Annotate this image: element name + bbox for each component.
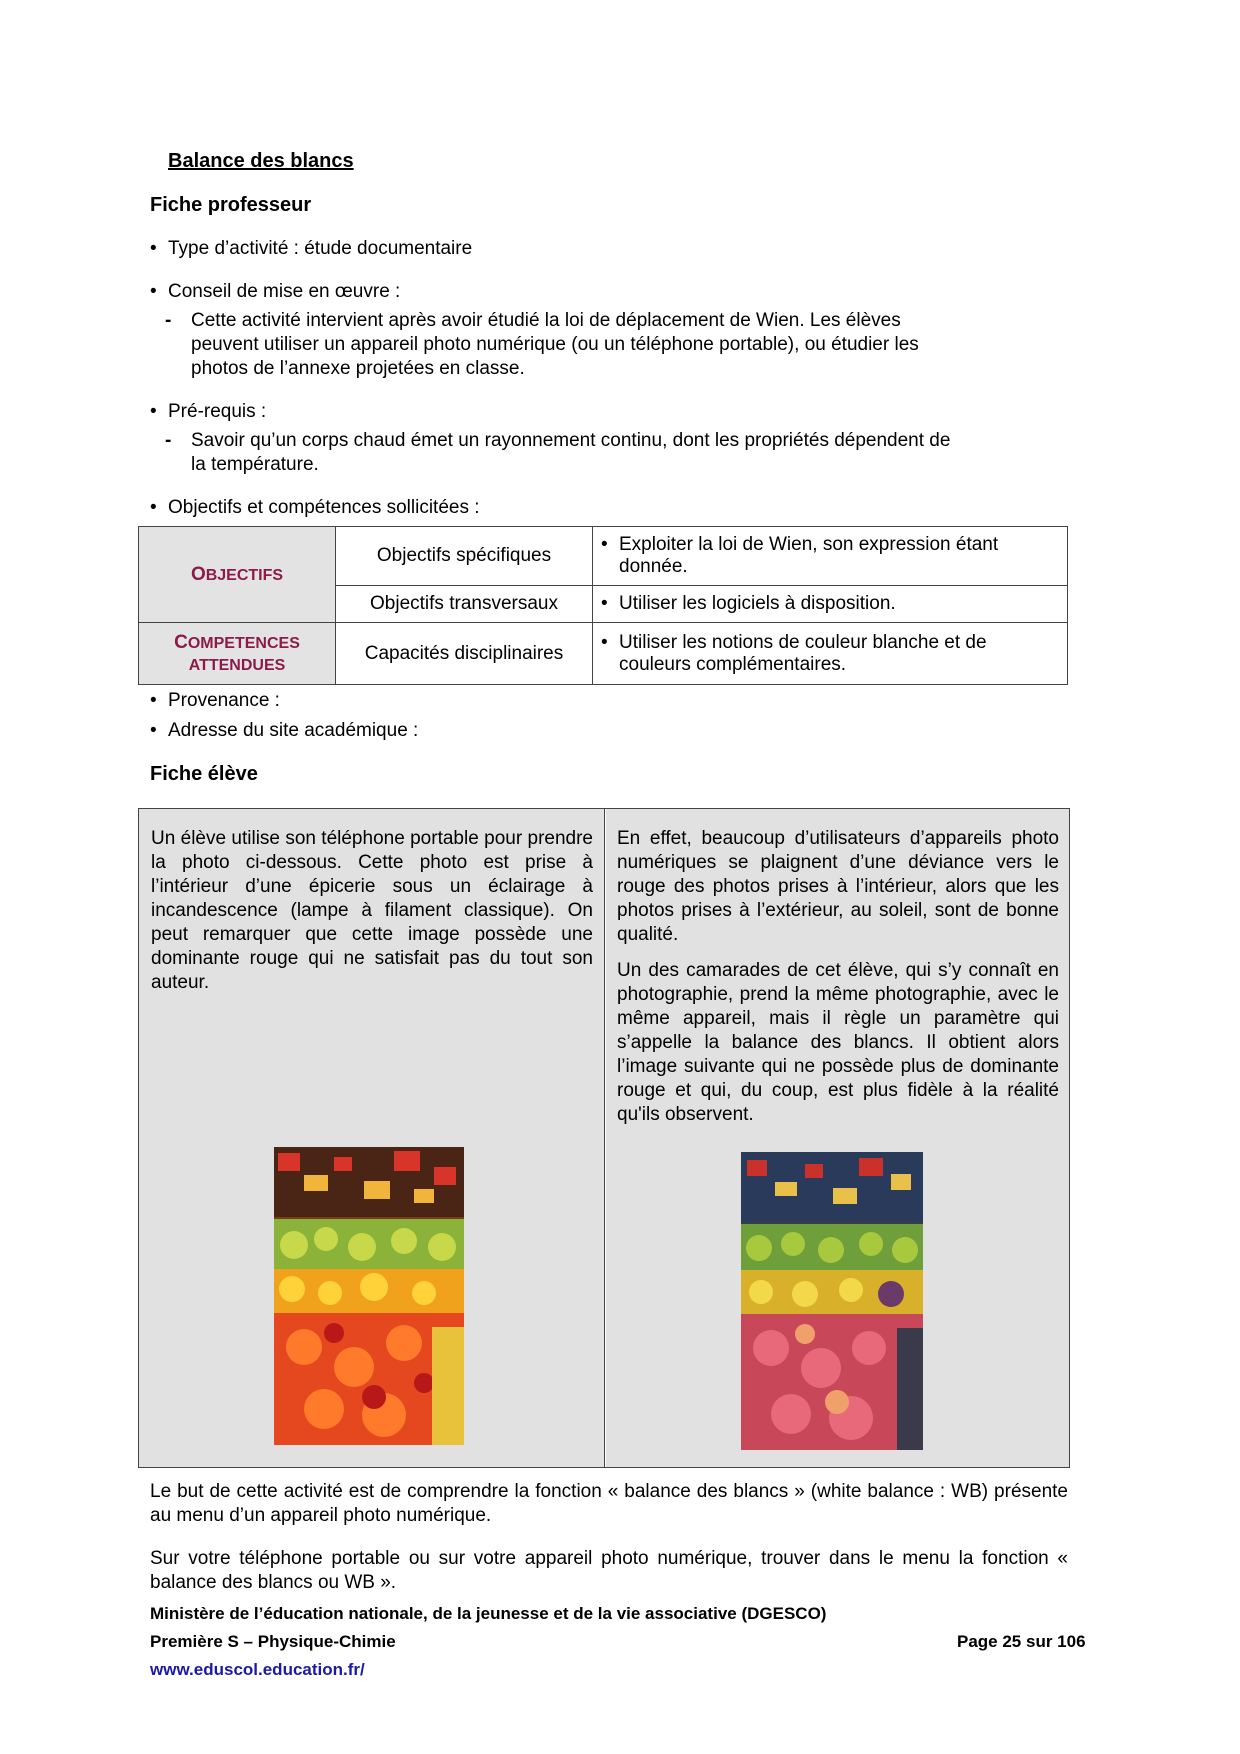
prerequis-line-1: Savoir qu’un corps chaud émet un rayonnement continu, dont les propriétés dépendent de <box>191 430 951 451</box>
objectifs-header-initial: O <box>190 563 206 585</box>
row1-value-cell <box>593 527 1068 586</box>
document-right-column <box>606 809 1069 1467</box>
row2-label: Objectifs transversaux <box>336 586 593 623</box>
conseil-label: Conseil de mise en œuvre : <box>168 281 401 302</box>
document-title: Balance des blancs <box>168 150 354 172</box>
left-text: Un élève utilise son téléphone portable pour prendre la photo ci-dessous. Cette photo est prise à l’intérieur d’une épicerie sous un éclairage à incandescence (lampe à filament classique). On peut remarquer que cette image possède une dominante rouge qui ne satisfait pas du tout son auteur. <box>151 828 593 993</box>
dash-icon: - <box>165 310 172 331</box>
competences-header-attendues: ATTENDUES <box>188 656 286 674</box>
bullet-icon: • <box>150 497 157 518</box>
conseil-line-1: Cette activité intervient après avoir étudié la loi de déplacement de Wien. Les élèves <box>191 310 901 331</box>
bullet-icon: • <box>150 238 157 259</box>
conseil-detail <box>165 309 1045 381</box>
competences-header-initial: C <box>174 631 188 653</box>
row2-value: Utiliser les logiciels à disposition. <box>619 593 896 614</box>
paragraph-instruction: Sur votre téléphone portable ou sur votre appareil photo numérique, trouver dans le menu la fonction « balance des blancs ou WB ». <box>150 1548 1068 1593</box>
footer-page-number: Page 25 sur 106 <box>957 1632 1086 1651</box>
bullet-icon: • <box>150 690 157 711</box>
footer-url-link[interactable]: www.eduscol.education.fr/ <box>150 1660 365 1679</box>
corrected-photo <box>741 1152 923 1450</box>
objectives-table <box>138 526 1068 685</box>
type-activite-text: Type d’activité : étude documentaire <box>168 238 473 259</box>
bullet-icon: • <box>150 281 157 302</box>
row2-value-cell <box>593 586 1068 623</box>
right-text-1: En effet, beaucoup d’utilisateurs d’appareils photo numériques se plaignent d’une déviance vers le rouge des photos prises à l’intérieur, alors que les photos prises à l’extérieur, au soleil, sont de bonne qualité. <box>617 828 1059 945</box>
objectifs-header-cell <box>139 527 336 623</box>
competences-header-rest: OMPETENCES <box>187 634 300 652</box>
document-left-column <box>139 809 605 1467</box>
prerequis-line-2: la température. <box>191 454 319 475</box>
adresse-item <box>150 720 418 742</box>
document-box <box>138 808 1070 1468</box>
conseil-line-2: peuvent utiliser un appareil photo numérique (ou un téléphone portable), ou étudier les <box>191 334 919 355</box>
fiche-eleve-heading: Fiche élève <box>150 763 258 785</box>
bullet-icon: • <box>601 631 608 653</box>
bullet-icon: • <box>150 401 157 422</box>
red-cast-photo <box>274 1147 464 1445</box>
type-activite-item <box>150 238 472 260</box>
adresse-label: Adresse du site académique : <box>168 720 419 741</box>
objectifs-item <box>150 497 480 519</box>
row1-value: Exploiter la loi de Wien, son expression étant donnée. <box>619 534 999 577</box>
prerequis-item <box>150 401 266 423</box>
paragraph-goal: Le but de cette activité est de comprendre la fonction « balance des blancs » (white balance : WB) présente au menu d’un appareil photo numérique. <box>150 1481 1068 1526</box>
bullet-icon: • <box>601 593 608 614</box>
right-text-2: Un des camarades de cet élève, qui s’y connaît en photographie, prend la même photographie, avec le même appareil, mais il règle un paramètre qui s’appelle la balance des blancs. Il obtient alors l’image suivante qui ne possède plus de dominante rouge et qui, du coup, est plus fidèle à la réalité qu'ils observent. <box>617 960 1059 1125</box>
provenance-item <box>150 690 280 712</box>
bullet-icon: • <box>601 534 608 555</box>
objectifs-header-rest: BJECTIFS <box>205 566 284 584</box>
prerequis-label: Pré-requis : <box>168 401 267 422</box>
competences-header-cell <box>139 623 336 685</box>
provenance-label: Provenance : <box>168 690 280 711</box>
fiche-professeur-heading: Fiche professeur <box>150 194 312 216</box>
objectifs-label: Objectifs et compétences sollicitées : <box>168 497 480 518</box>
footer-course: Première S – Physique-Chimie <box>150 1632 396 1651</box>
conseil-line-3: photos de l’annexe projetées en classe. <box>191 358 525 379</box>
bullet-icon: • <box>150 720 157 741</box>
footer-ministry: Ministère de l’éducation nationale, de la jeunesse et de la vie associative (DGESCO) <box>150 1604 827 1623</box>
row3-value: Utiliser les notions de couleur blanche et de couleurs complémentaires. <box>619 631 987 675</box>
prerequis-detail <box>165 429 1045 477</box>
row3-value-cell <box>593 623 1068 685</box>
conseil-item <box>150 281 400 303</box>
dash-icon: - <box>165 430 172 451</box>
row3-label: Capacités disciplinaires <box>336 623 593 685</box>
row1-label: Objectifs spécifiques <box>336 527 593 586</box>
